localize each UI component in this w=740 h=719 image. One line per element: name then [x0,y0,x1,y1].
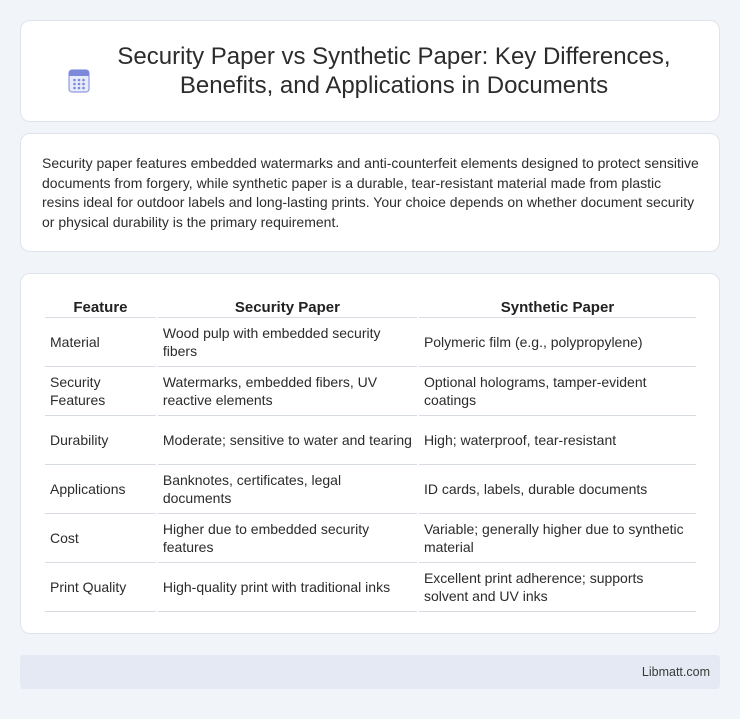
table-header-row [45,296,696,318]
title-row [66,42,674,100]
summary-text: Security paper features embedded watermarks and anti-counterfeit elements designed to protect sensitive documents from forgery, while synthetic paper is a durable, tear-resistant material made from plastic resins ideal for outdoor labels and long-lasting prints. Your choice depends on whether document security or physical durability is the primary requirement. [42,155,699,230]
table-row [45,563,696,612]
feature-cell: Print Quality [45,563,156,612]
security-paper-cell: Banknotes, certificates, legal documents [158,465,417,514]
synthetic-paper-cell: Excellent print adherence; supports solvent and UV inks [419,563,696,612]
table-row [45,367,696,416]
table-row [45,416,696,465]
feature-cell: Material [45,318,156,367]
feature-cell: Security Features [45,367,156,416]
summary-card [20,133,720,252]
comparison-table [43,296,698,612]
security-paper-cell: Higher due to embedded security features [158,514,417,563]
table-row [45,465,696,514]
header-security-paper: Security Paper [158,296,417,318]
synthetic-paper-cell: Polymeric film (e.g., polypropylene) [419,318,696,367]
page-title: Security Paper vs Synthetic Paper: Key Differences, Benefits, and Applications in Documents [117,43,671,99]
security-paper-cell: High-quality print with traditional inks [158,563,417,612]
document-icon [66,68,92,94]
security-paper-cell: Watermarks, embedded fibers, UV reactive elements [158,367,417,416]
table-row [45,318,696,367]
security-paper-cell: Moderate; sensitive to water and tearing [158,416,417,465]
security-paper-cell: Wood pulp with embedded security fibers [158,318,417,367]
footer-bar [20,655,720,689]
header-feature: Feature [45,296,156,318]
feature-cell: Durability [45,416,156,465]
table-row [45,514,696,563]
header-synthetic-paper: Synthetic Paper [419,296,696,318]
synthetic-paper-cell: Optional holograms, tamper-evident coatings [419,367,696,416]
feature-cell: Applications [45,465,156,514]
title-card [20,20,720,122]
synthetic-paper-cell: ID cards, labels, durable documents [419,465,696,514]
synthetic-paper-cell: Variable; generally higher due to synthetic material [419,514,696,563]
footer-site-link[interactable]: Libmatt.com [641,665,710,679]
feature-cell: Cost [45,514,156,563]
synthetic-paper-cell: High; waterproof, tear-resistant [419,416,696,465]
comparison-table-card [20,273,720,634]
